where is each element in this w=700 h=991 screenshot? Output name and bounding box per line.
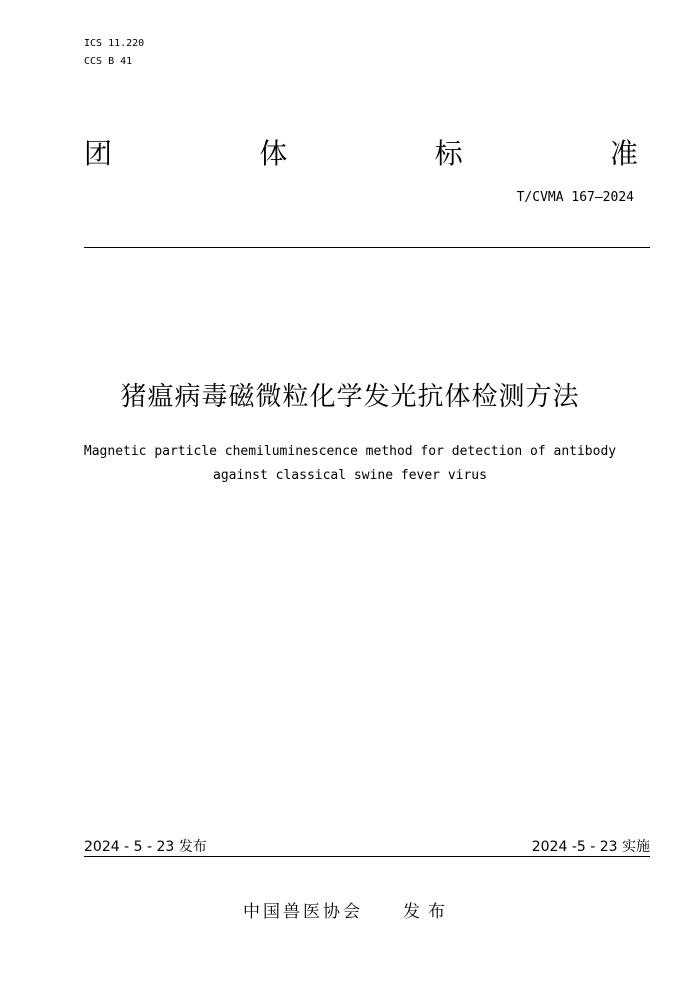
- ics-code: ICS 11.220: [84, 38, 145, 49]
- standard-type-char: 标: [434, 137, 463, 170]
- top-divider: [84, 247, 650, 248]
- publisher: [243, 900, 453, 924]
- bottom-divider: [84, 856, 650, 857]
- document-title-en-line: Magnetic particle chemiluminescence method for detection of antibody: [83, 444, 617, 459]
- ccs-code: CCS B 41: [84, 56, 133, 67]
- standard-number: T/CVMA 167—2024: [516, 190, 634, 205]
- document-title-en-line: against classical swine fever virus: [213, 468, 487, 483]
- standard-type-title: [84, 134, 638, 174]
- issue-date: 2024 - 5 - 23 发布: [84, 839, 207, 855]
- standard-type-char: 团: [84, 137, 113, 170]
- publisher-name: 中国兽医协会: [243, 902, 363, 922]
- standard-type-char: 准: [609, 137, 638, 170]
- publisher-action: 发布: [403, 902, 453, 922]
- document-title-en: [0, 440, 700, 488]
- document-title-zh: 猪瘟病毒磁微粒化学发光抗体检测方法: [120, 382, 580, 412]
- implementation-date: 2024 -5 - 23 实施: [531, 839, 650, 855]
- standard-type-char: 体: [259, 137, 288, 170]
